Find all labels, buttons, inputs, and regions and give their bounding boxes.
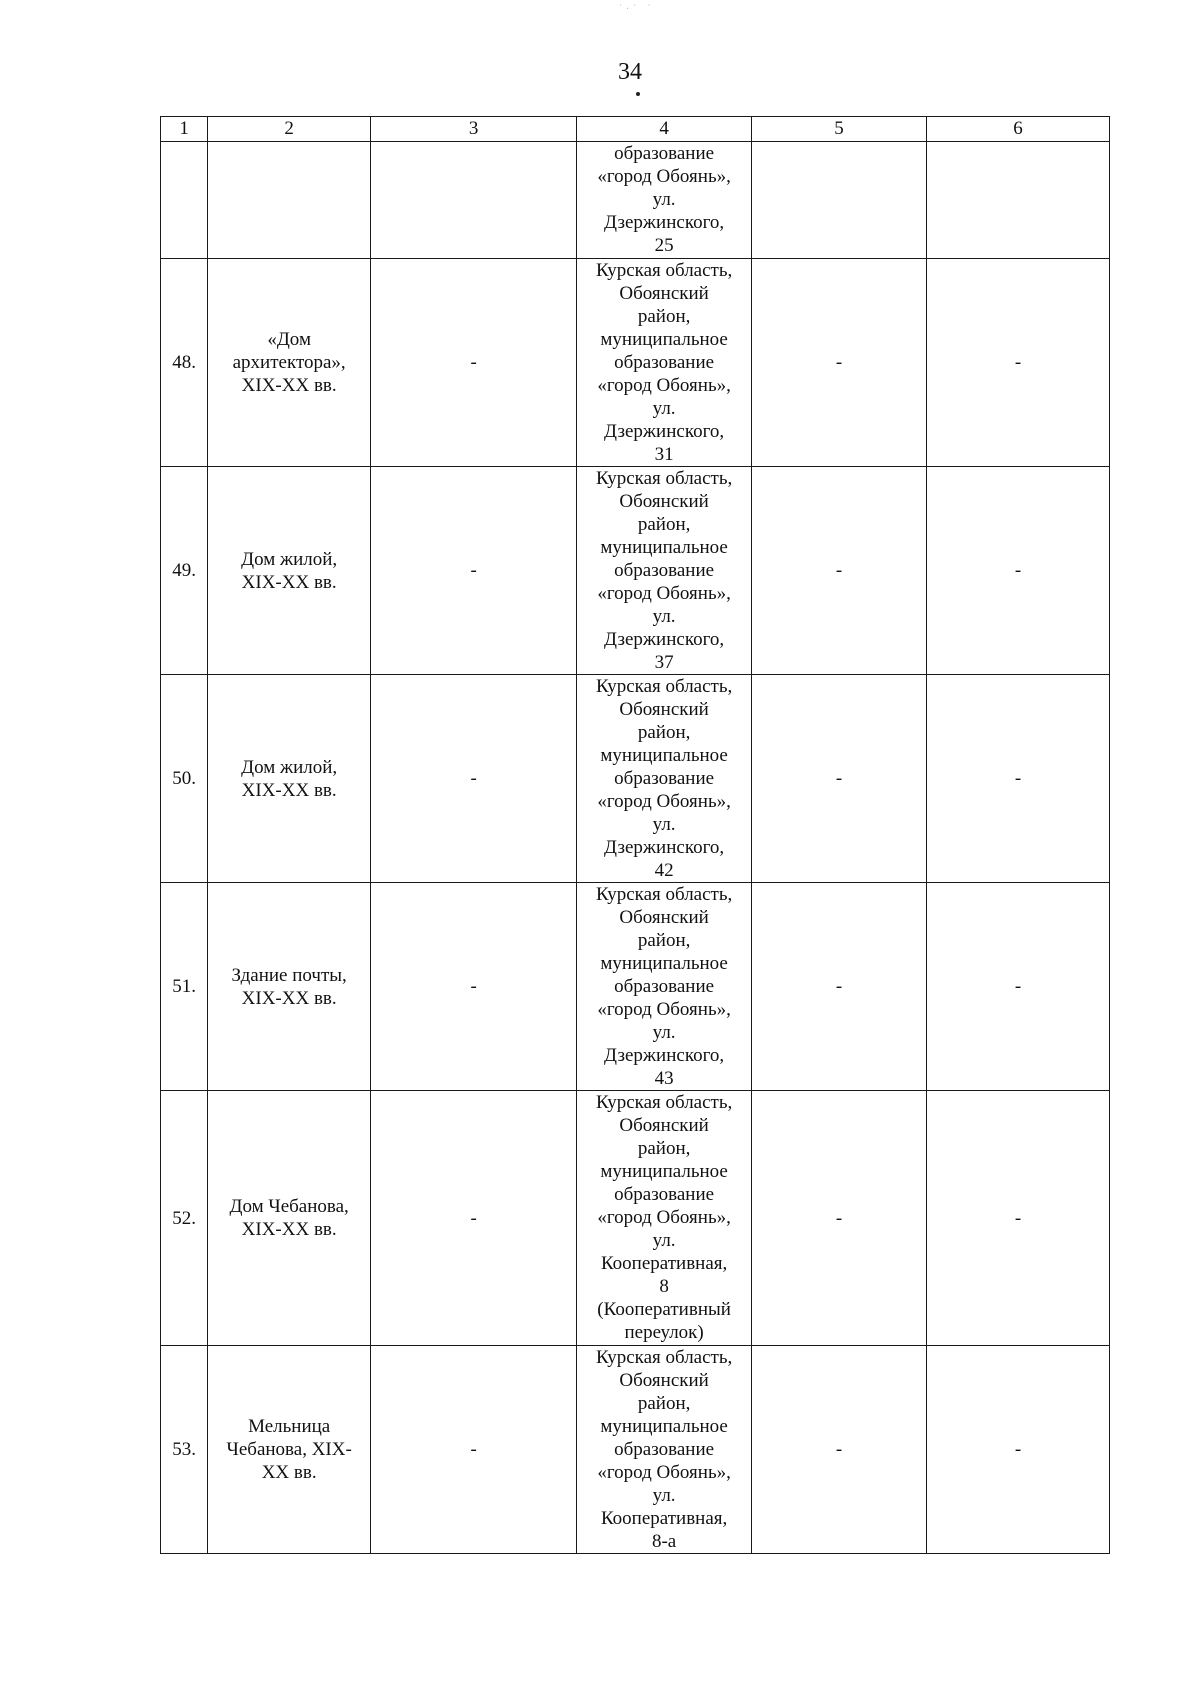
object-name-cell: Дом жилой, XIX-XX вв. [208, 467, 371, 675]
column-header-3: 3 [371, 117, 577, 142]
column-3-cell: - [371, 1346, 577, 1554]
address-cell: Курская область, Обоянский район, муниципальное образование «город Обоянь», ул. Дзержинского, 43 [577, 883, 752, 1091]
table-row [161, 1346, 1110, 1554]
column-3-cell: - [371, 883, 577, 1091]
column-6-cell: - [926, 1091, 1109, 1346]
table-row [161, 142, 1110, 259]
column-3-cell: - [371, 259, 577, 467]
table-row [161, 467, 1110, 675]
address-cell: образование «город Обоянь», ул. Дзержинского, 25 [577, 142, 752, 259]
column-5-cell: - [752, 259, 927, 467]
column-6-cell: - [926, 675, 1109, 883]
table-row [161, 675, 1110, 883]
column-3-cell: - [371, 467, 577, 675]
row-number-cell: 53. [161, 1346, 208, 1554]
scan-artifact: ˙·˙ ˙ [618, 4, 655, 15]
object-name-cell: Здание почты, XIX-XX вв. [208, 883, 371, 1091]
table-row [161, 1091, 1110, 1346]
object-name-cell: Мельница Чебанова, XIX- XX вв. [208, 1346, 371, 1554]
column-3-cell: - [371, 1091, 577, 1346]
column-5-cell: - [752, 883, 927, 1091]
row-number-cell: 49. [161, 467, 208, 675]
row-number-cell: 51. [161, 883, 208, 1091]
column-5-cell: - [752, 1346, 927, 1554]
column-6-cell [926, 142, 1109, 259]
column-5-cell: - [752, 1091, 927, 1346]
column-5-cell: - [752, 467, 927, 675]
row-number-cell: 52. [161, 1091, 208, 1346]
object-name-cell [208, 142, 371, 259]
column-6-cell: - [926, 1346, 1109, 1554]
table-row [161, 883, 1110, 1091]
column-header-5: 5 [752, 117, 927, 142]
column-6-cell: - [926, 883, 1109, 1091]
address-cell: Курская область, Обоянский район, муниципальное образование «город Обоянь», ул. Кооперативная, 8 (Кооперативный переулок) [577, 1091, 752, 1346]
page-number: 34 [618, 59, 642, 85]
object-name-cell: Дом Чебанова, XIX-XX вв. [208, 1091, 371, 1346]
address-cell: Курская область, Обоянский район, муниципальное образование «город Обоянь», ул. Дзержинского, 42 [577, 675, 752, 883]
column-3-cell [371, 142, 577, 259]
address-cell: Курская область, Обоянский район, муниципальное образование «город Обоянь», ул. Дзержинского, 31 [577, 259, 752, 467]
column-6-cell: - [926, 259, 1109, 467]
column-3-cell: - [371, 675, 577, 883]
row-number-cell: 50. [161, 675, 208, 883]
column-5-cell: - [752, 675, 927, 883]
column-header-2: 2 [208, 117, 371, 142]
table-row [161, 259, 1110, 467]
object-name-cell: Дом жилой, XIX-XX вв. [208, 675, 371, 883]
object-name-cell: «Дом архитектора», XIX-XX вв. [208, 259, 371, 467]
column-5-cell [752, 142, 927, 259]
column-header-4: 4 [577, 117, 752, 142]
column-number-header-row [161, 117, 1110, 142]
column-header-1: 1 [161, 117, 208, 142]
address-cell: Курская область, Обоянский район, муниципальное образование «город Обоянь», ул. Дзержинского, 37 [577, 467, 752, 675]
row-number-cell [161, 142, 208, 259]
address-cell: Курская область, Обоянский район, муниципальное образование «город Обоянь», ул. Кооперативная, 8-а [577, 1346, 752, 1554]
page-number-dot [636, 92, 640, 96]
column-header-6: 6 [926, 117, 1109, 142]
heritage-objects-table [160, 116, 1110, 1554]
column-6-cell: - [926, 467, 1109, 675]
row-number-cell: 48. [161, 259, 208, 467]
